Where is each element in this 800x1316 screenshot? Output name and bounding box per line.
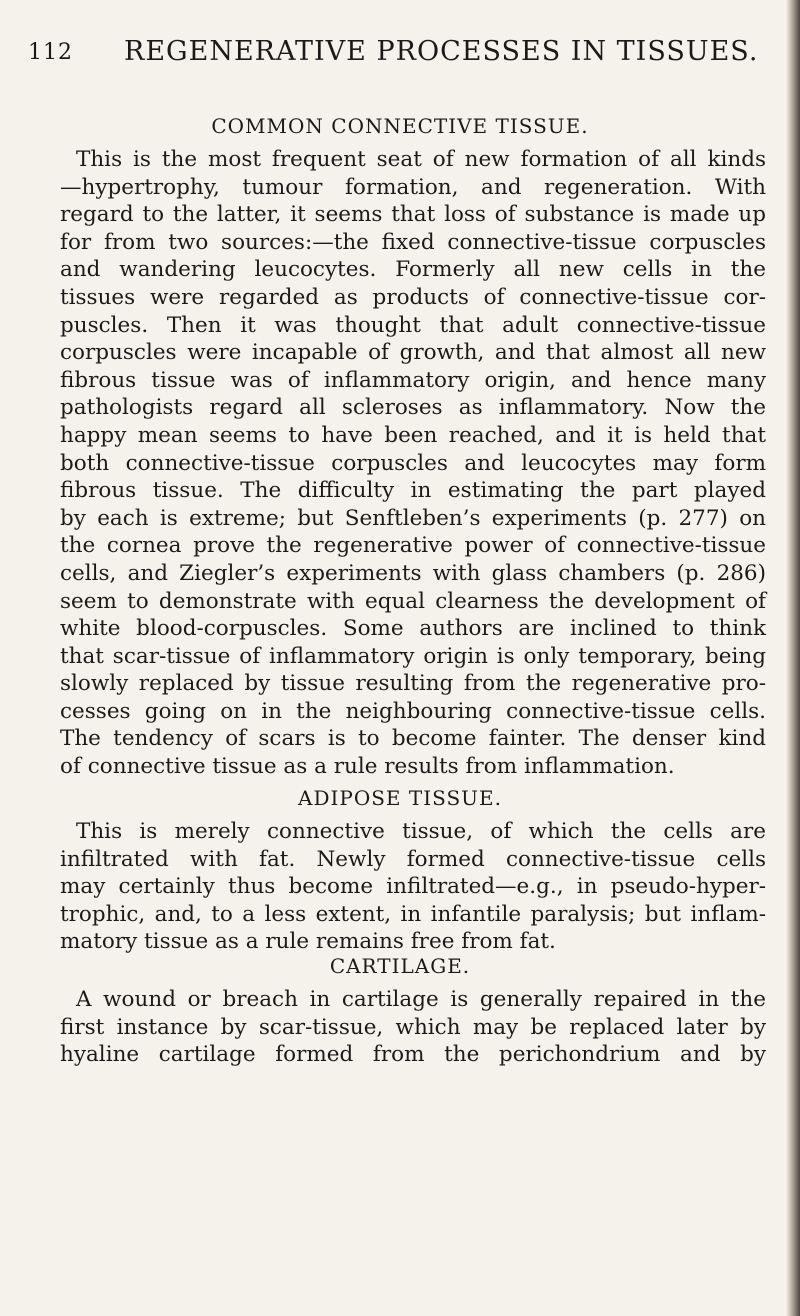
text-line: white blood-corpuscles. Some authors are inclined to think <box>60 616 766 642</box>
text-line: regard to the latter, it seems that loss of substance is made up <box>60 202 766 228</box>
text-line: both connective-tissue corpuscles and leucocytes may form <box>60 450 766 476</box>
text-line: matory tissue as a rule remains free from fat. <box>60 929 556 955</box>
running-head-title: REGENERATIVE PROCESSES IN TISSUES. <box>124 36 759 67</box>
text-line: This is merely connective tissue, of which the cells are <box>76 819 766 844</box>
text-line: and wandering leucocytes. Formerly all new cells in the <box>60 257 766 283</box>
text-line: cells, and Ziegler’s experiments with glass chambers (p. 286) <box>60 560 766 586</box>
paragraph-common-connective-tissue <box>60 146 766 781</box>
text-line: hyaline cartilage formed from the perichondrium and by <box>60 1042 766 1068</box>
text-line: A wound or breach in cartilage is generally repaired in the <box>76 987 766 1012</box>
text-line: may certainly thus become infiltrated—e.g., in pseudo-hyper- <box>60 874 766 900</box>
text-line: infiltrated with fat. Newly formed connective-tissue cells <box>60 846 766 872</box>
text-line: —hypertrophy, tumour formation, and regeneration. With <box>60 174 766 200</box>
text-line: fibrous tissue. The difficulty in estimating the part played <box>60 478 766 504</box>
page-edge-shadow <box>786 0 800 1316</box>
text-line: happy mean seems to have been reached, and it is held that <box>60 422 766 448</box>
text-line: trophic, and, to a less extent, in infantile paralysis; but inflam- <box>60 901 766 927</box>
text-line: puscles. Then it was thought that adult connective-tissue <box>60 312 766 338</box>
text-line: of connective tissue as a rule results from inflammation. <box>60 754 675 780</box>
text-line: This is the most frequent seat of new formation of all kinds <box>76 147 766 172</box>
text-line: first instance by scar-tissue, which may be replaced later by <box>60 1014 766 1040</box>
text-line: slowly replaced by tissue resulting from the regenerative pro- <box>60 671 766 697</box>
text-line: that scar-tissue of inflammatory origin is only temporary, being <box>60 643 766 669</box>
page-number: 112 <box>28 40 73 65</box>
section-heading-cartilage: CARTILAGE. <box>329 954 471 978</box>
paragraph-cartilage <box>60 986 766 1069</box>
text-line: corpuscles were incapable of growth, and that almost all new <box>60 340 766 366</box>
text-line: the cornea prove the regenerative power of connective-tissue <box>60 533 766 559</box>
text-line: cesses going on in the neighbouring connective-tissue cells. <box>60 698 766 724</box>
text-line: seem to demonstrate with equal clearness the development of <box>60 588 766 614</box>
text-line: by each is extreme; but Senftleben’s experiments (p. 277) on <box>60 505 766 531</box>
paragraph-adipose-tissue <box>60 818 766 956</box>
text-line: The tendency of scars is to become fainter. The denser kind <box>60 726 766 752</box>
section-heading-adipose-tissue: ADIPOSE TISSUE. <box>298 786 502 810</box>
running-head <box>28 36 768 76</box>
text-line: tissues were regarded as products of connective-tissue cor- <box>60 284 766 310</box>
text-line: for from two sources:—the fixed connective-tissue corpuscles <box>60 229 766 255</box>
text-line: pathologists regard all scleroses as inflammatory. Now the <box>60 395 766 421</box>
text-line: fibrous tissue was of inflammatory origin, and hence many <box>60 367 766 393</box>
section-heading-common-connective-tissue: COMMON CONNECTIVE TISSUE. <box>211 114 589 138</box>
